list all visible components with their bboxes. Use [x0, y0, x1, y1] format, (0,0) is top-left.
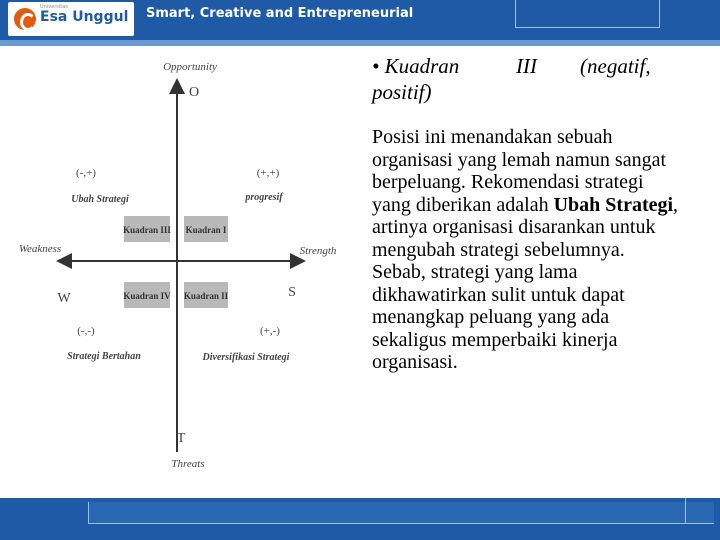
university-logo — [8, 2, 134, 36]
label-w: W — [57, 291, 71, 306]
quadrant-tr-text: progresif — [245, 192, 283, 203]
label-strength: Strength — [299, 245, 336, 257]
header-decoration — [515, 0, 660, 28]
heading-bullet-word: • Kuadran — [372, 54, 460, 78]
logo-subtext: Universitas — [40, 4, 68, 10]
footer-decoration — [88, 502, 714, 524]
body-paragraph — [372, 126, 682, 374]
quadrant-tr-sign: (+,+) — [256, 167, 280, 179]
quadrant-bl-text: Strategi Bertahan — [67, 351, 141, 362]
header-tagline: Smart, Creative and Entrepreneurial — [146, 6, 414, 21]
body-text-bold: Ubah Strategi — [553, 193, 674, 216]
header-stripe — [0, 40, 720, 46]
quadrant-tl-text: Ubah Strategi — [71, 194, 129, 205]
body-text-start: Posisi ini menandakan sebuah organisasi yang lemah namun sangat berpeluang. Rekomendasi strategi yang diberikan adalah — [372, 126, 667, 216]
swot-diagram-svg — [0, 52, 336, 498]
quadrant-br-text: Diversifikasi Strategi — [202, 352, 290, 363]
label-threats: Threats — [171, 458, 205, 470]
quadrant-bl-sign: (-,-) — [77, 325, 95, 337]
logo-text: Esa Unggul — [40, 9, 129, 25]
logo-swirl-icon — [14, 8, 36, 30]
label-weakness: Weakness — [18, 243, 62, 255]
body-text-end: , artinya organisasi disarankan untuk mengubah strategi sebelumnya. Sebab, strategi yang lama dikhawatirkan sulit untuk dapat menangkap peluang yang ada sekaligus memperbaiki kinerja organisasi. — [372, 193, 679, 373]
footer-right-decoration — [685, 498, 715, 524]
label-o: O — [188, 85, 200, 100]
heading-positif: positif) — [372, 80, 432, 104]
label-t: T — [176, 431, 186, 446]
header-bar — [0, 0, 720, 46]
heading-negatif: (negatif, — [580, 54, 651, 78]
label-s: S — [288, 285, 296, 300]
quadrant-tl-sign: (-,+) — [76, 167, 96, 179]
box-kuadran-4-label: Kuadran IV — [123, 291, 171, 301]
box-kuadran-3-label: Kuadran III — [123, 225, 171, 235]
footer-bar — [0, 498, 720, 540]
box-kuadran-1-label: Kuadran I — [185, 225, 227, 235]
box-kuadran-2-label: Kuadran II — [183, 291, 229, 301]
swot-quadrant-diagram — [0, 52, 336, 498]
label-opportunity: Opportunity — [163, 61, 217, 73]
heading-roman: III — [516, 54, 537, 78]
quadrant-br-sign: (+,-) — [260, 325, 280, 337]
